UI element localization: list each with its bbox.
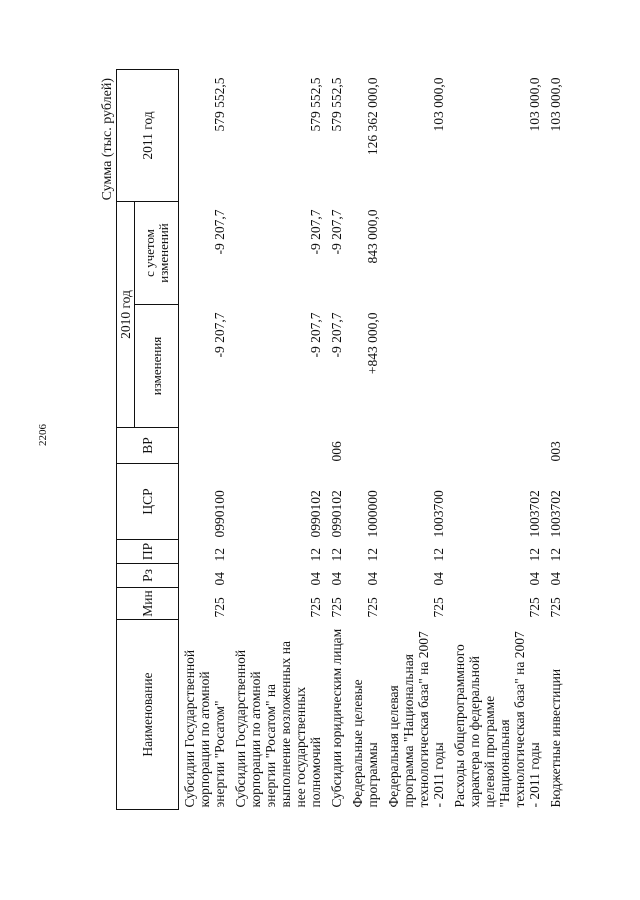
row-vr	[179, 428, 231, 464]
table-row	[347, 70, 383, 810]
row-with-changes: -9 207,7	[308, 209, 323, 255]
table-row	[449, 70, 545, 810]
row-year-2011: 103 000,0	[431, 77, 446, 132]
row-changes: -9 207,7	[329, 312, 344, 358]
row-name: Субсидии Государственной корпорации по атомной энергии "Росатом" на выполнение возложенных на нее государственных полномочий	[233, 640, 323, 808]
row-year-2011: 579 552,5	[212, 77, 227, 132]
row-with-changes: -9 207,7	[212, 209, 227, 255]
row-rz: 04	[431, 572, 446, 586]
row-rz: 04	[527, 572, 542, 586]
row-min: 725	[365, 597, 380, 618]
row-rz: 04	[212, 572, 227, 586]
row-with-changes	[383, 202, 449, 305]
row-pr: 12	[329, 548, 344, 562]
row-min: 725	[308, 597, 323, 618]
row-csr: 1003702	[548, 490, 563, 538]
row-pr: 12	[548, 548, 563, 562]
page-number: 2206	[37, 424, 49, 446]
row-vr: 003	[548, 441, 563, 462]
row-rz: 04	[548, 572, 563, 586]
row-name: Субсидии юридическим лицам	[329, 628, 344, 808]
row-vr	[449, 428, 545, 464]
header-csr: ЦСР	[117, 464, 179, 540]
row-changes	[449, 305, 545, 428]
table-row	[179, 70, 231, 810]
header-year-2011: 2011 год	[117, 70, 179, 202]
row-pr: 12	[431, 548, 446, 562]
table-row	[230, 70, 326, 810]
header-with-changes: с учетом изменений	[135, 202, 179, 305]
row-name: Федеральная целевая программа "Национальная технологическая база" на 2007 - 2011 годы	[386, 631, 446, 808]
row-min: 725	[431, 597, 446, 618]
row-csr: 0990102	[329, 490, 344, 538]
row-vr	[347, 428, 383, 464]
row-csr: 1000000	[365, 490, 380, 538]
row-csr: 1003700	[431, 490, 446, 538]
row-vr: 006	[329, 441, 344, 462]
row-with-changes	[545, 202, 566, 305]
row-pr: 12	[212, 548, 227, 562]
row-rz: 04	[329, 572, 344, 586]
rotated-budget-sheet	[100, 70, 563, 810]
row-vr	[383, 428, 449, 464]
row-name: Федеральные целевые программы	[350, 679, 380, 808]
header-row-top	[117, 70, 135, 810]
row-year-2011: 103 000,0	[548, 77, 563, 132]
row-name: Бюджетные инвестиции	[548, 668, 563, 808]
row-vr	[230, 428, 326, 464]
row-min: 725	[329, 597, 344, 618]
row-year-2011: 579 552,5	[329, 77, 344, 132]
row-min: 725	[212, 597, 227, 618]
row-changes	[383, 305, 449, 428]
header-vr: ВР	[117, 428, 179, 464]
row-changes: -9 207,7	[308, 312, 323, 358]
row-name: Расходы общепрограммного характера по федеральной целевой программе "Национальная технологическая база" на 2007 - 2011 годы	[452, 631, 542, 808]
header-pr: ПР	[117, 540, 179, 564]
row-with-changes	[449, 202, 545, 305]
row-with-changes: -9 207,7	[329, 209, 344, 255]
row-pr: 12	[527, 548, 542, 562]
row-pr: 12	[308, 548, 323, 562]
header-min: Мин	[117, 588, 179, 620]
table-caption: Сумма (тыс. рублей)	[100, 78, 115, 201]
row-changes: +843 000,0	[365, 312, 380, 375]
header-rz: Рз	[117, 564, 179, 588]
table-row	[326, 70, 347, 810]
row-with-changes: 843 000,0	[365, 209, 380, 264]
row-year-2011: 103 000,0	[527, 77, 542, 132]
table-row	[545, 70, 566, 810]
header-year-2010: 2010 год	[117, 202, 135, 428]
row-csr: 0990102	[308, 490, 323, 538]
row-changes	[545, 305, 566, 428]
budget-table	[116, 69, 566, 810]
row-rz: 04	[365, 572, 380, 586]
row-changes: -9 207,7	[212, 312, 227, 358]
header-changes: изменения	[135, 305, 179, 428]
row-year-2011: 126 362 000,0	[365, 77, 380, 156]
row-min: 725	[548, 597, 563, 618]
row-rz: 04	[308, 572, 323, 586]
header-name: Наименование	[117, 620, 179, 810]
table-row	[383, 70, 449, 810]
row-csr: 1003702	[527, 490, 542, 538]
row-year-2011: 579 552,5	[308, 77, 323, 132]
row-min: 725	[527, 597, 542, 618]
row-name: Субсидии Государственной корпорации по атомной энергии "Росатом"	[182, 649, 227, 808]
row-csr: 0990100	[212, 490, 227, 538]
row-pr: 12	[365, 548, 380, 562]
